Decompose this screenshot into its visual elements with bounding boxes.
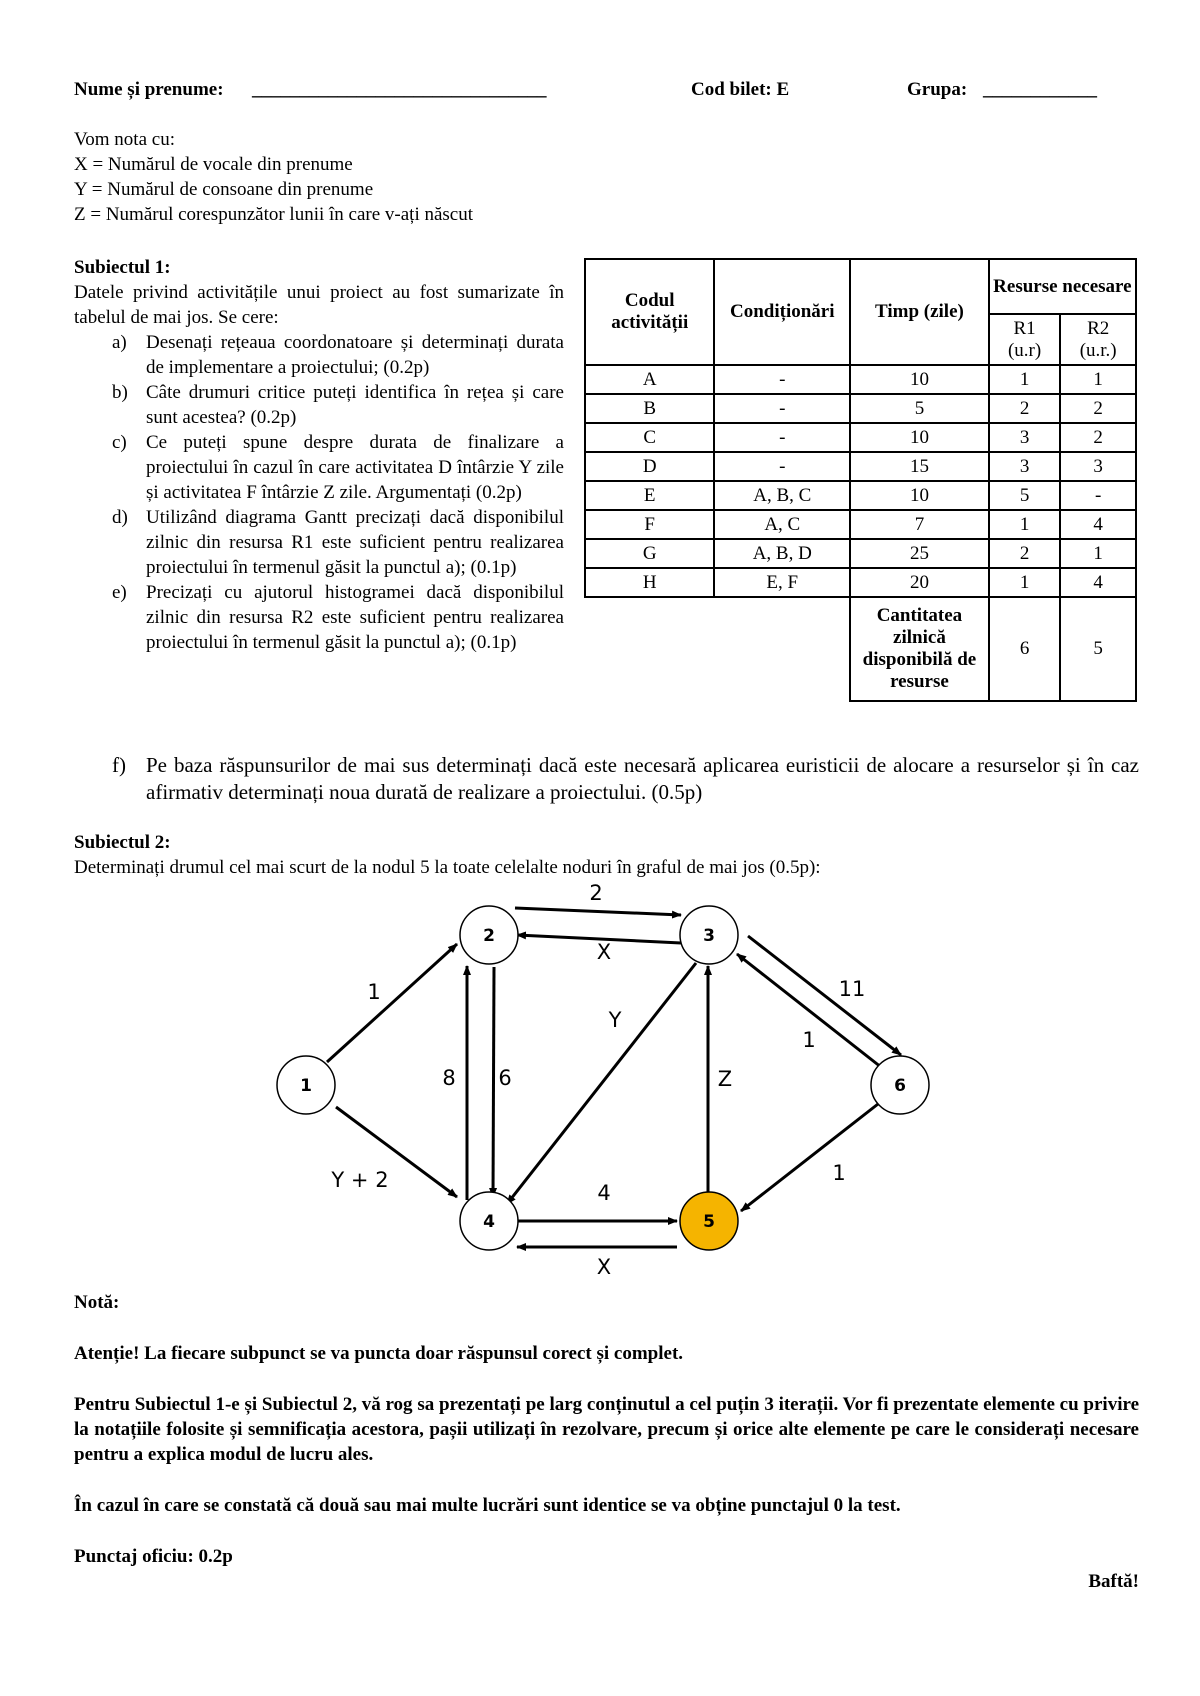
- availability-label: Cantitatea zilnică disponibilă de resurse: [850, 597, 989, 701]
- list-item: e) Precizați cu ajutorul histogramei dacă disponibilul zilnic din resursa R2 este suficient pentru realizarea proiectului în termenul găsit la punctul a); (0.1p): [112, 582, 564, 653]
- table-row: H E, F 20 1 4: [585, 568, 1136, 597]
- note-title: Notă:: [74, 1292, 120, 1313]
- note-goodluck: Baftă!: [1088, 1571, 1139, 1592]
- subject2-text: Determinați drumul cel mai scurt de la nodul 5 la toate celelalte noduri în graful de mai jos (0.5p):: [74, 857, 821, 878]
- table-row: G A, B, D 25 2 1: [585, 539, 1136, 568]
- edge-3-4: [507, 963, 696, 1204]
- item-f-points: (0.5p): [651, 780, 703, 804]
- header-conditions: Condiționări: [714, 259, 850, 365]
- notation-y: Y = Numărul de consoane din prenume: [74, 179, 374, 200]
- subject1-title: Subiectul 1:: [74, 257, 171, 278]
- edge-label-3-2: X: [596, 940, 612, 964]
- edge-label-2-4: 6: [498, 1066, 512, 1090]
- table-row: C - 10 3 2: [585, 423, 1136, 452]
- table-row: E A, B, C 10 5 -: [585, 481, 1136, 510]
- edge-6-5: [741, 1104, 878, 1211]
- list-item: a) Desenați rețeaua coordonatoare și determinați durata de implementare a proiectului; (0.2p): [112, 332, 564, 378]
- item-f-text: Pe baza răspunsurilor de mai sus determinați dacă este necesară aplicarea euristicii de alocare a resurselor și în caz afirmativ determinați noua durată de realizare a proiectului.: [146, 753, 1139, 804]
- edge-label-1-2: 1: [367, 980, 381, 1004]
- name-blank: _______________________________: [252, 79, 547, 100]
- group-blank: ____________: [983, 79, 1097, 100]
- edge-label-4-5: 4: [597, 1181, 611, 1205]
- list-item: d) Utilizând diagrama Gantt precizați dacă disponibilul zilnic din resursa R1 este suficient pentru realizarea proiectului în termenul găsit la punctul a); (0.1p): [112, 507, 564, 578]
- notes-block: [74, 1290, 1139, 1594]
- node-2-label: 2: [483, 926, 495, 946]
- ticket-code: Cod bilet: E: [691, 79, 790, 100]
- notation-intro: Vom nota cu:: [74, 129, 175, 150]
- subject2-title: Subiectul 2:: [74, 832, 171, 853]
- list-item: b) Câte drumuri critice puteți identifica în rețea și care sunt acestea? (0.2p): [112, 382, 564, 428]
- note-identical: În cazul în care se constată că două sau mai multe lucrări sunt identice se va obține punctajul 0 la test.: [74, 1495, 901, 1516]
- header-code: Codul activității: [585, 259, 714, 365]
- group-label: Grupa:: [907, 79, 968, 100]
- node-4-label: 4: [483, 1212, 495, 1232]
- edge-label-5-4: X: [596, 1255, 612, 1279]
- edge-label-3-6: 11: [838, 977, 866, 1001]
- edge-label-1-4: Y + 2: [331, 1168, 389, 1192]
- header-time: Timp (zile): [850, 259, 989, 365]
- edge-label-6-3: 1: [802, 1028, 816, 1052]
- node-5-label: 5: [703, 1212, 715, 1232]
- notation-x: X = Numărul de vocale din prenume: [74, 154, 353, 175]
- edge-3-6: [748, 936, 901, 1055]
- edge-label-2-3: 2: [589, 881, 603, 905]
- node-3-label: 3: [703, 926, 715, 946]
- table-row: D - 15 3 3: [585, 452, 1136, 481]
- edge-label-4-2: 8: [442, 1066, 456, 1090]
- note-attention: Atenție! La fiecare subpunct se va puncta doar răspunsul corect și complet.: [74, 1343, 684, 1364]
- list-item: c) Ce puteți spune despre durata de finalizare a proiectului în cazul în care activitatea D întârzie Y zile și activitatea F întârzie Z zile. Argumentați (0.2p): [112, 432, 564, 503]
- note-present: Pentru Subiectul 1-e și Subiectul 2, vă rog sa prezentați pe larg conținutul a cel puțin 3 iterații. Vor fi prezentate elemente cu privire la notațiile folosite și semnificația acestora, pașii utilizați în rezolvare, precum și orice alte elemente pe care le considerați necesare pentru a explica modul de lucru ales.: [74, 1394, 1139, 1465]
- name-label: Nume și prenume:: [74, 79, 224, 100]
- edge-label-6-5: 1: [832, 1161, 846, 1185]
- availability-r1: 6: [989, 597, 1061, 701]
- notation-z: Z = Numărul corespunzător lunii în care v-ați născut: [74, 204, 474, 225]
- table-row: B - 5 2 2: [585, 394, 1136, 423]
- node-6-label: 6: [894, 1076, 906, 1096]
- item-f-label: f): [112, 753, 126, 777]
- subject1-intro: Datele privind activitățile unui proiect au fost sumarizate în tabelul de mai jos. Se cere:: [74, 282, 564, 328]
- note-official: Punctaj oficiu: 0.2p: [74, 1546, 233, 1567]
- table-row: F A, C 7 1 4: [585, 510, 1136, 539]
- edge-1-2: [327, 944, 457, 1062]
- edge-label-5-3: Z: [717, 1067, 733, 1091]
- node-1-label: 1: [300, 1076, 312, 1096]
- edge-label-3-4: Y: [608, 1008, 622, 1032]
- availability-r2: 5: [1060, 597, 1136, 701]
- edge-2-4: [493, 967, 494, 1197]
- header-r2: R2 (u.r.): [1060, 314, 1136, 365]
- header-resources: Resurse necesare: [989, 259, 1136, 314]
- header-r1: R1 (u.r): [989, 314, 1061, 365]
- edge-6-3: [737, 954, 886, 1071]
- edge-2-3: [515, 908, 681, 915]
- table-row: A - 10 1 1: [585, 365, 1136, 394]
